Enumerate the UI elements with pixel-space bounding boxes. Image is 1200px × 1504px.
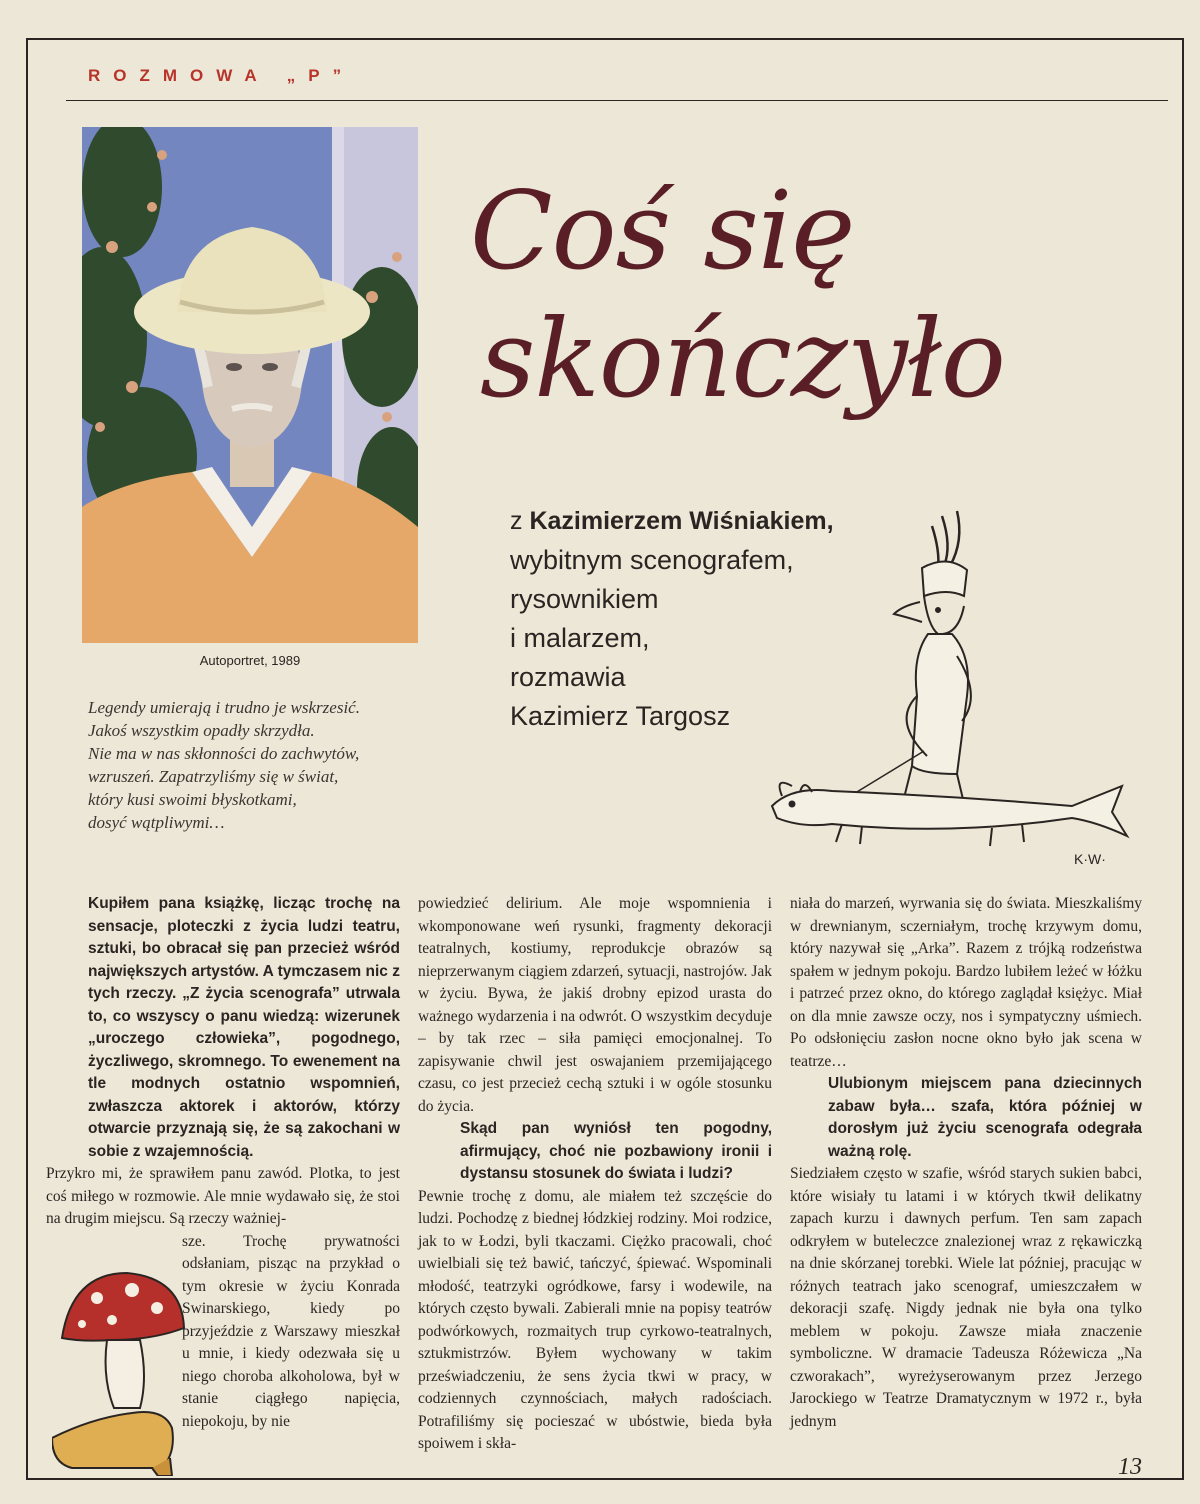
title-line-2: skończyło <box>480 297 1005 422</box>
byline-line: wybitnym scenografem, <box>510 545 794 575</box>
title-line-1: Coś się <box>470 169 855 294</box>
byline-line: i malarzem, <box>510 623 650 653</box>
interviewer-name: Kazimierz Targosz <box>510 701 731 731</box>
interview-answer: Pewnie trochę z domu, ale miałem też szczęście do ludzi. Pochodzę z biednej łódzkiej rodziny. Moi rodzice, jak to w Łodzi, byli tkaczami. Ciężko pracowali, choć uwielbiali się też bawić, tańczyć, śpiewać. Wspominali młodość, teatrzyki ogródkowe, farsy i wodewile, na których często bywali. Zabierali mnie na popisy teatrów podwórkowych, rozmaitych trup cyrkowo-teatralnych, sztukmistrzów. Byłem wychowany w takim przeświadczeniu, że sens życia tkwi w pracy, w codziennych czynnościach, małych radościach. Potrafiliśmy się pocieszаć w ubóstwie, bieda była spoiwem i skła- <box>418 1187 772 1452</box>
epigraph <box>88 696 418 834</box>
interview-question: Kupiłem pana książkę, licząc trochę na sensacje, ploteczki z życia ludzi teatru, sztuki, bo obracał się pan przecież wśród największych artystów. A tymczasem nic z tych rzeczy. „Z życia scenografa” utrwala to, co wszyscy o panu wiedzą: wizerunek „uroczego człowieka”, pogodnego, życzliwego, skromnego. To ewenement na tle modnych ostatnio wspomnień, zwłaszcza aktorek i aktorów, którzy otwarcie przyznają się, że są zakochani w sobie z wzajemnością. <box>88 895 400 1160</box>
portrait-caption: Autoportret, 1989 <box>199 653 301 668</box>
interviewee-name: Kazimierzem Wiśniakiem, <box>529 507 834 535</box>
byline-line: rysownikiem <box>510 584 659 614</box>
epigraph-line: Nie ma w nas skłonności do zachwytów, <box>88 744 360 763</box>
interview-answer: niała do marzeń, wyrwania się do świata. Mieszkaliśmy w drewnianym, sczerniałym, trochę krzywym domu, który nazywał się „Arka”. Razem z trójką rodzeństwa spałem w jednym pokoju. Bardzo lubiłem leżeć w łóżku i patrzeć przez okno, do którego zaglądał księżyc. Miał on dla mnie zawsze oczy, nos i sympatyczny uśmiech. Po odsłonięciu zasłon nocne okno było jak scena w teatrze… <box>790 895 1142 1070</box>
interview-answer: powiedzieć delirium. Ale moje wspomnienia i wkomponowane weń rysunki, fragmenty dekoracji teatralnych, kostiumy, reprodukcje obrazów są nieprzerwanym ciągiem zdarzeń, sytuacji, nastrojów. Jak w życiu. Bywa, że jakiś drobny epizod urasta do ważnego wydarzenia i na odwrót. O wszystkim decyduje – by tak rzec – siła pamięci emocjonalnej. To zapisywanie chwil jest oswajaniem przemijającego czasu, co jest przecież cechą sztuki i w ogóle stosunku do życia. <box>418 895 772 1115</box>
epigraph-line: Jakoś wszystkim opadły skrzydła. <box>88 721 315 740</box>
byline-line: rozmawia <box>510 662 626 692</box>
portrait-painting <box>82 127 418 643</box>
column-2 <box>418 893 772 1456</box>
epigraph-line: Legendy umierają i trudno je wskrzesić. <box>88 698 360 717</box>
byline-prefix: z <box>510 507 530 535</box>
column-1 <box>46 893 400 1433</box>
interview-question: Skąd pan wyniósł ten pogodny, afirmujący, choć nie pozbawiony ironii i dystansu stosunek do świata i ludzi? <box>460 1120 772 1182</box>
column-3 <box>790 893 1142 1433</box>
article-title <box>470 168 1160 424</box>
interview-answer-continued: sze. Trochę prywatności odsłaniam, pisząc na przykład o tym okresie w życiu Konrada Swinarskiego, kiedy po przyjeździe z Warszawy mieszkał u mnie, i kiedy odezwała się u niego choroba alkoholowa, był w stanie ciągłego napięcia, niepokoju, by nie <box>182 1232 400 1430</box>
epigraph-line: wzruszeń. Zapatrzyliśmy się w świat, <box>88 767 339 786</box>
illustration-signature: K·W· <box>1074 851 1106 867</box>
epigraph-line: który kusi swoimi błyskotkami, <box>88 790 297 809</box>
epigraph-line: dosyć wątpliwymi… <box>88 813 225 832</box>
section-label: ROZMOWA „P” <box>88 66 355 85</box>
page-number: 13 <box>1118 1454 1142 1480</box>
lady-with-fish-illustration <box>752 506 1142 874</box>
header-rule <box>66 100 1168 101</box>
interview-question: Ulubionym miejscem pana dziecinnych zabaw była… szafa, która później w dorosłym już życiu scenografa odegrała ważną rolę. <box>828 1075 1142 1160</box>
interview-answer: Siedziałem często w szafie, wśród starych sukien babci, które wisiały tu latami i w których tkwił delikatny zapach kurzu i dawnych perfum. Ten sam zapach odkryłem w buteleczce znalezionej wraz z rękawiczką na dnie skórzanej torebki. Wiele lat później, pracując w różnych teatrach jako scenograf, umieszczałem w dekoracji szafę. Nigdy jednak nie była ona tylko meblem w pokoju. Zawsze miała znaczenie symboliczne. W dramacie Tadeusza Różewicza „Na czworakach”, wyreżyserowanym przez Jerzego Jarockiego w Teatrze Dramatycznym w 1972 r., była jednym <box>790 1165 1142 1430</box>
interview-answer: Przykro mi, że sprawiłem panu zawód. Plotka, to jest coś miłego w rozmowie. Ale mnie wydawało się, że stoi na drugim miejscu. Są rzeczy ważniej- <box>46 1165 400 1227</box>
